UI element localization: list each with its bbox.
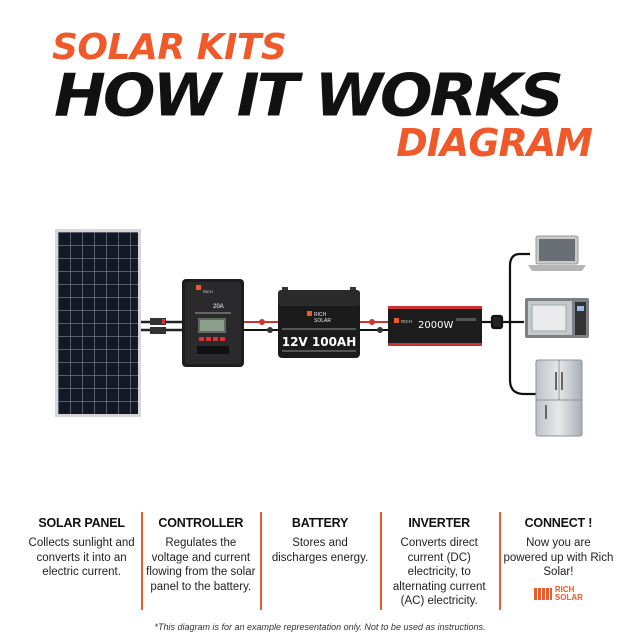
- column-text: Converts direct current (DC) electricity, to alternating current (AC) electricity.: [392, 537, 486, 607]
- title-diagram: DIAGRAM: [396, 121, 592, 165]
- column-title: CONTROLLER: [158, 516, 244, 530]
- column-text: Regulates the voltage and current flowing from the solar panel to the battery.: [146, 537, 256, 593]
- svg-text:RICH: RICH: [314, 312, 327, 318]
- microwave-icon: [525, 298, 589, 338]
- column-title: BATTERY: [291, 516, 349, 530]
- title-how-it-works: HOW IT WORKS: [54, 60, 562, 130]
- inverter-rating: 2000W: [418, 320, 454, 331]
- rich-solar-logo: [534, 586, 583, 602]
- solar-panel: [55, 229, 141, 417]
- component-descriptions: [22, 512, 618, 612]
- column-solar-panel: [22, 512, 141, 612]
- disclaimer: *This diagram is for an example representation only. Not to be used as instructions.: [154, 622, 486, 632]
- column-connect: [499, 512, 618, 612]
- battery-rating: 12V 100AH: [281, 335, 357, 349]
- column-battery: [260, 512, 379, 612]
- logo-line1: RICH: [554, 584, 575, 594]
- column-title: SOLAR PANEL: [38, 516, 125, 530]
- svg-text:SOLAR: SOLAR: [314, 318, 331, 324]
- inverter: [388, 306, 482, 346]
- logo-mark-icon: [534, 588, 552, 600]
- column-text: Now you are powered up with Rich Solar!: [503, 537, 614, 578]
- svg-text:RICH: RICH: [203, 289, 213, 294]
- svg-text:RICH: RICH: [401, 319, 412, 324]
- controller-rating: 20A: [213, 304, 224, 310]
- logo-line2: SOLAR: [554, 592, 583, 602]
- charge-controller: [182, 279, 244, 367]
- column-text: Stores and discharges energy.: [271, 537, 369, 564]
- controller-to-battery-wire: [244, 319, 282, 333]
- laptop-icon: [528, 236, 586, 271]
- refrigerator-icon: [536, 360, 582, 436]
- battery: [278, 287, 360, 358]
- column-title: CONNECT !: [524, 516, 593, 530]
- battery-to-inverter-wire: [360, 319, 390, 333]
- title-solar-kits: SOLAR KITS: [52, 27, 287, 68]
- panel-to-controller-wire: [141, 318, 185, 334]
- column-title: INVERTER: [408, 516, 471, 530]
- column-inverter: [380, 512, 499, 612]
- column-text: Collects sunlight and converts it into an electric current.: [28, 537, 135, 578]
- column-controller: [141, 512, 260, 612]
